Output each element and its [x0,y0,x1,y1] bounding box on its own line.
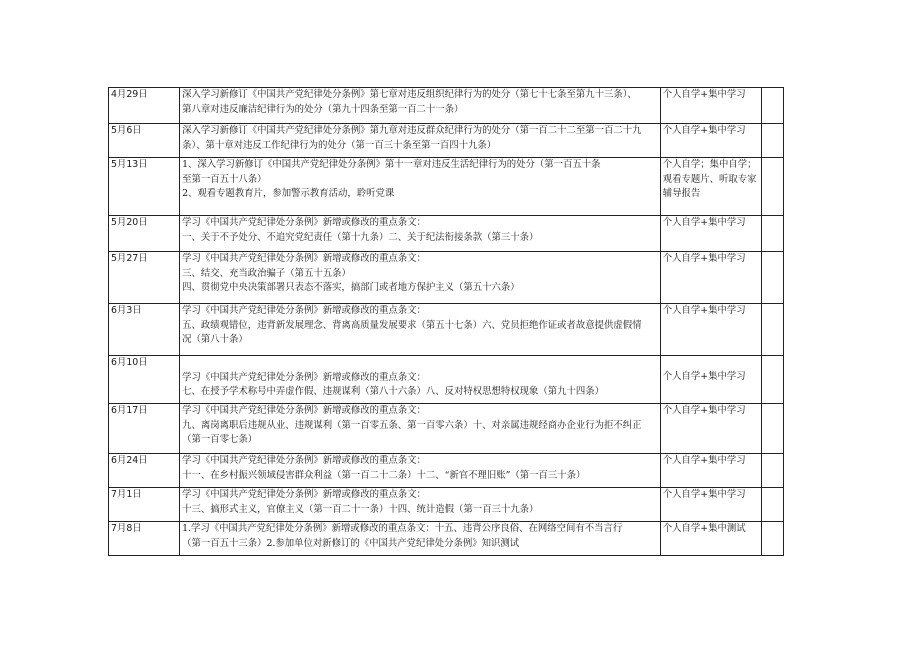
method-cell: 个人自学+集中学习 [660,88,761,124]
study-schedule-table [108,87,784,556]
content-line: 学习《中国共产党纪律处分条例》新增或修改的重点条文： [182,305,426,316]
date-cell: 6月3日 [109,304,180,356]
date-cell: 7月8日 [109,522,180,556]
blank-cell [761,356,783,404]
blank-cell [761,216,783,252]
date-cell: 6月17日 [109,404,180,454]
content-line: 四、贯彻党中央决策部署只表态不落实，搞部门或者地方保护主义（第五十六条） [182,282,520,293]
content-line: （第一百零七条） [182,434,258,445]
method-cell: 个人自学+集中测试 [660,522,761,556]
date-cell: 4月29日 [109,88,180,124]
content-cell [180,356,661,404]
blank-cell [761,124,783,158]
content-line: 第八章对违反廉洁纪律行为的处分（第九十四条至第一百二十一条） [182,103,464,115]
date-cell: 5月6日 [109,124,180,158]
blank-cell [761,252,783,304]
content-line: 学习《中国共产党纪律处分条例》新增或修改的重点条文： [182,371,426,383]
method-cell: 个人自学+集中学习 [660,124,761,158]
blank-cell [761,88,783,124]
content-cell [180,252,661,304]
content-line: 学习《中国共产党纪律处分条例》新增或修改的重点条文： [182,253,426,264]
content-cell [180,404,661,454]
content-line: 条）、第十章对违反工作纪律行为的处分（第一百三十条至第一百四十九条） [182,139,497,151]
table-row [109,304,784,356]
content-line: 深入学习新修订《中国共产党纪律处分条例》第九章对违反群众纪律行为的处分（第一百二十二至第一百二十九 [182,125,642,136]
content-line: 况（第八十条） [182,334,248,345]
content-line: 深入学习新修订《中国共产党纪律处分条例》第七章对违反组织纪律行为的处分（第七十七条至第九十三条）、 [182,89,637,100]
method-cell: 个人自学+集中学习 [660,252,761,304]
table-row [109,252,784,304]
date-cell: 5月27日 [109,252,180,304]
table-row [109,158,784,216]
content-cell [180,216,661,252]
blank-cell [761,404,783,454]
content-line: （第一百五十三条）2.参加单位对新修订的《中国共产党纪律处分条例》知识测试 [182,537,520,549]
blank-cell [761,454,783,488]
content-line: 1、深入学习新修订《中国共产党纪律处分条例》第十一章对违反生活纪律行为的处分（第一百五十条 [182,159,601,170]
content-cell [180,304,661,356]
table-row [109,522,784,556]
method-cell: 个人自学+集中学习 [660,356,761,404]
content-line: 2、观看专题教育片，参加警示教育活动，聆听党课 [182,188,395,199]
method-cell: 个人自学+集中学习 [660,304,761,356]
date-cell: 6月24日 [109,454,180,488]
blank-cell [761,304,783,356]
method-cell: 个人自学+集中学习 [660,454,761,488]
table-row [109,216,784,252]
blank-cell [761,488,783,522]
content-line: 五、政绩观错位，违背新发展理念、背离高质量发展要求（第五十七条）六、党员拒绝作证或者故意提供虚假情 [182,319,642,331]
method-cell: 个人自学+集中学习 [660,488,761,522]
content-line: 三、结交、充当政治骗子（第五十五条） [182,267,351,279]
blank-cell [761,158,783,216]
date-cell: 5月20日 [109,216,180,252]
content-line: 学习《中国共产党纪律处分条例》新增或修改的重点条文： [182,405,426,416]
content-cell [180,158,661,216]
content-line: 1.学习《中国共产党纪律处分条例》新增或修改的重点条文：十五、违背公序良俗、在网络空间有不当言行 [182,523,623,534]
blank-cell [761,522,783,556]
content-line: 学习《中国共产党纪律处分条例》新增或修改的重点条文： [182,489,426,500]
table-row [109,488,784,522]
content-cell [180,488,661,522]
content-cell [180,454,661,488]
content-line: 九、离岗离职后违规从业、违规谋利（第一百零五条、第一百零六条）十、对亲属违规经商办企业行为拒不纠正 [182,419,642,431]
content-line: 一、关于不予处分、不追究党纪责任（第十九条）二、关于纪法衔接条款（第三十条） [182,231,539,243]
content-cell [180,88,661,124]
content-line: 至第一百五十八条） [182,173,267,185]
date-cell: 5月13日 [109,158,180,216]
table-row [109,88,784,124]
method-cell: 个人自学+集中学习 [660,216,761,252]
method-cell: 个人自学；集中自学；观看专题片、听取专家辅导报告 [660,158,761,216]
content-line: 十一、在乡村振兴领域侵害群众利益（第一百二十二条）十二、“新官不理旧账”（第一百三十条） [182,469,586,481]
table-row [109,124,784,158]
content-line: 学习《中国共产党纪律处分条例》新增或修改的重点条文： [182,455,426,466]
table-row [109,404,784,454]
content-cell [180,124,661,158]
table-row [109,356,784,404]
content-cell [180,522,661,556]
method-cell: 个人自学+集中学习 [660,404,761,454]
content-line: 学习《中国共产党纪律处分条例》新增或修改的重点条文： [182,217,426,228]
table-row [109,454,784,488]
content-line: 十三、搞形式主义，官僚主义（第一百二十一条）十四、统计造假（第一百三十九条） [182,503,539,515]
content-line: 七、在授予学术称号中弄虚作假、违规谋利（第八十六条）八、反对特权思想特权现象（第九十四条） [182,386,604,397]
date-cell: 6月10日 [109,356,180,404]
content-line [182,356,658,371]
date-cell: 7月1日 [109,488,180,522]
